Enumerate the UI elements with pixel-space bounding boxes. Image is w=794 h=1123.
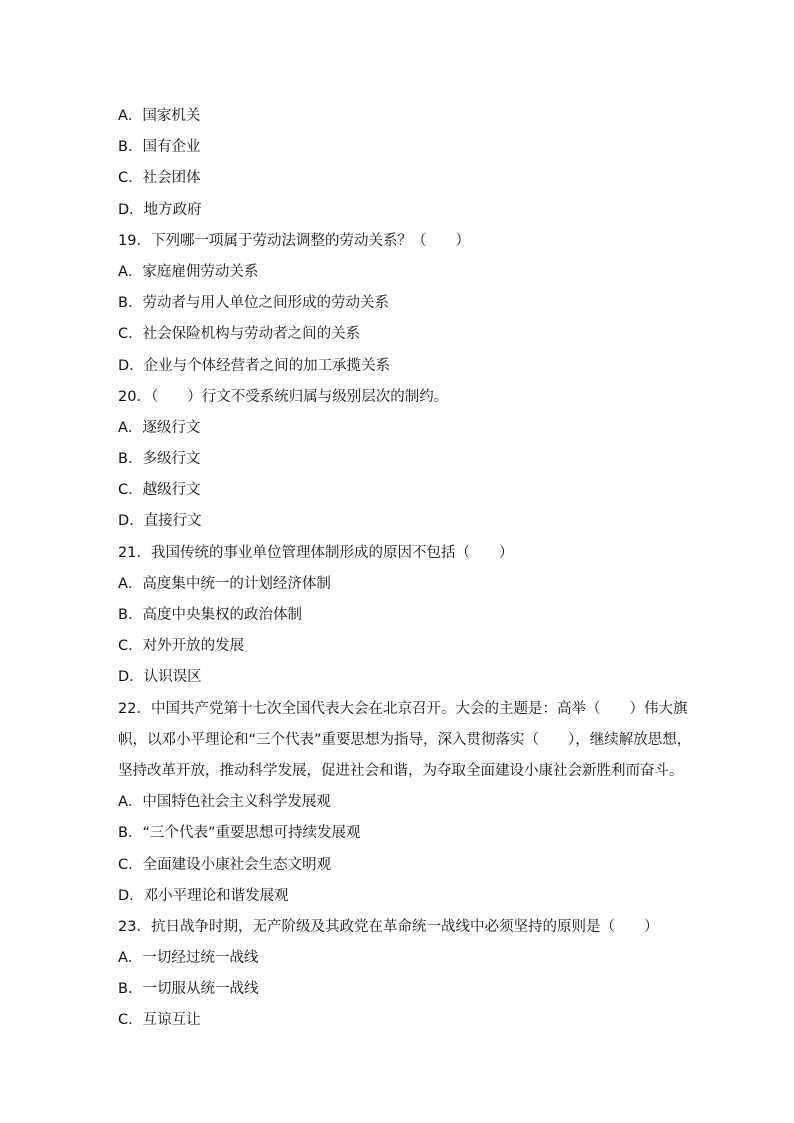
option-a: A．家庭雇佣劳动关系 (118, 263, 259, 280)
option-c: C．对外开放的发展 (118, 638, 245, 655)
option-d: D．邓小平理论和谐发展观 (118, 887, 289, 904)
option-c: C．社会保险机构与劳动者之间的关系 (118, 326, 361, 343)
option-b: B．劳动者与用人单位之间形成的劳动关系 (118, 295, 389, 312)
question-21: 21．我国传统的事业单位管理体制形成的原因不包括（ ） (118, 544, 514, 561)
option-d: D．地方政府 (118, 201, 202, 218)
option-a: A．中国特色社会主义科学发展观 (118, 794, 331, 811)
question-19: 19．下列哪一项属于劳动法调整的劳动关系？（ ） (118, 232, 470, 249)
question-22 (118, 694, 692, 788)
option-c: C．越级行文 (118, 482, 201, 499)
option-c: C．互谅互让 (118, 1012, 201, 1029)
option-c: C．全面建设小康社会生态文明观 (118, 856, 332, 873)
option-d: D．认识误区 (118, 669, 202, 686)
option-b: B．国有企业 (118, 139, 201, 156)
option-b: B．多级行文 (118, 451, 201, 468)
option-d: D．企业与个体经营者之间的加工承揽关系 (118, 357, 391, 374)
option-a: A．逐级行文 (118, 419, 201, 436)
question-22-line: 22．中国共产党第十七次全国代表大会在北京召开。大会的主题是：高举（ ）伟大旗 (118, 700, 688, 717)
option-a: A．一切经过统一战线 (118, 950, 259, 967)
option-b: B．高度中央集权的政治体制 (118, 607, 302, 623)
option-b: B．“三个代表”重要思想可持续发展观 (118, 825, 361, 842)
option-b: B．一切服从统一战线 (118, 981, 259, 998)
option-a: A．国家机关 (118, 108, 201, 124)
option-a: A．高度集中统一的计划经济体制 (118, 575, 331, 592)
question-23: 23．抗日战争时期，无产阶级及其政党在革命统一战线中必须坚持的原则是（ ） (118, 918, 659, 935)
option-d: D．直接行文 (118, 513, 202, 530)
question-list (118, 101, 692, 1037)
question-22-line: 坚持改革开放，推动科学发展，促进社会和谐，为夺取全面建设小康社会新胜利而奋斗。 (118, 762, 684, 779)
option-c: C．社会团体 (118, 170, 201, 187)
question-20: 20．（ ）行文不受系统归属与级别层次的制约。 (118, 388, 449, 405)
question-22-line: 帜，以邓小平理论和“三个代表”重要思想为指导，深入贯彻落实（ ），继续解放思想， (118, 731, 692, 748)
